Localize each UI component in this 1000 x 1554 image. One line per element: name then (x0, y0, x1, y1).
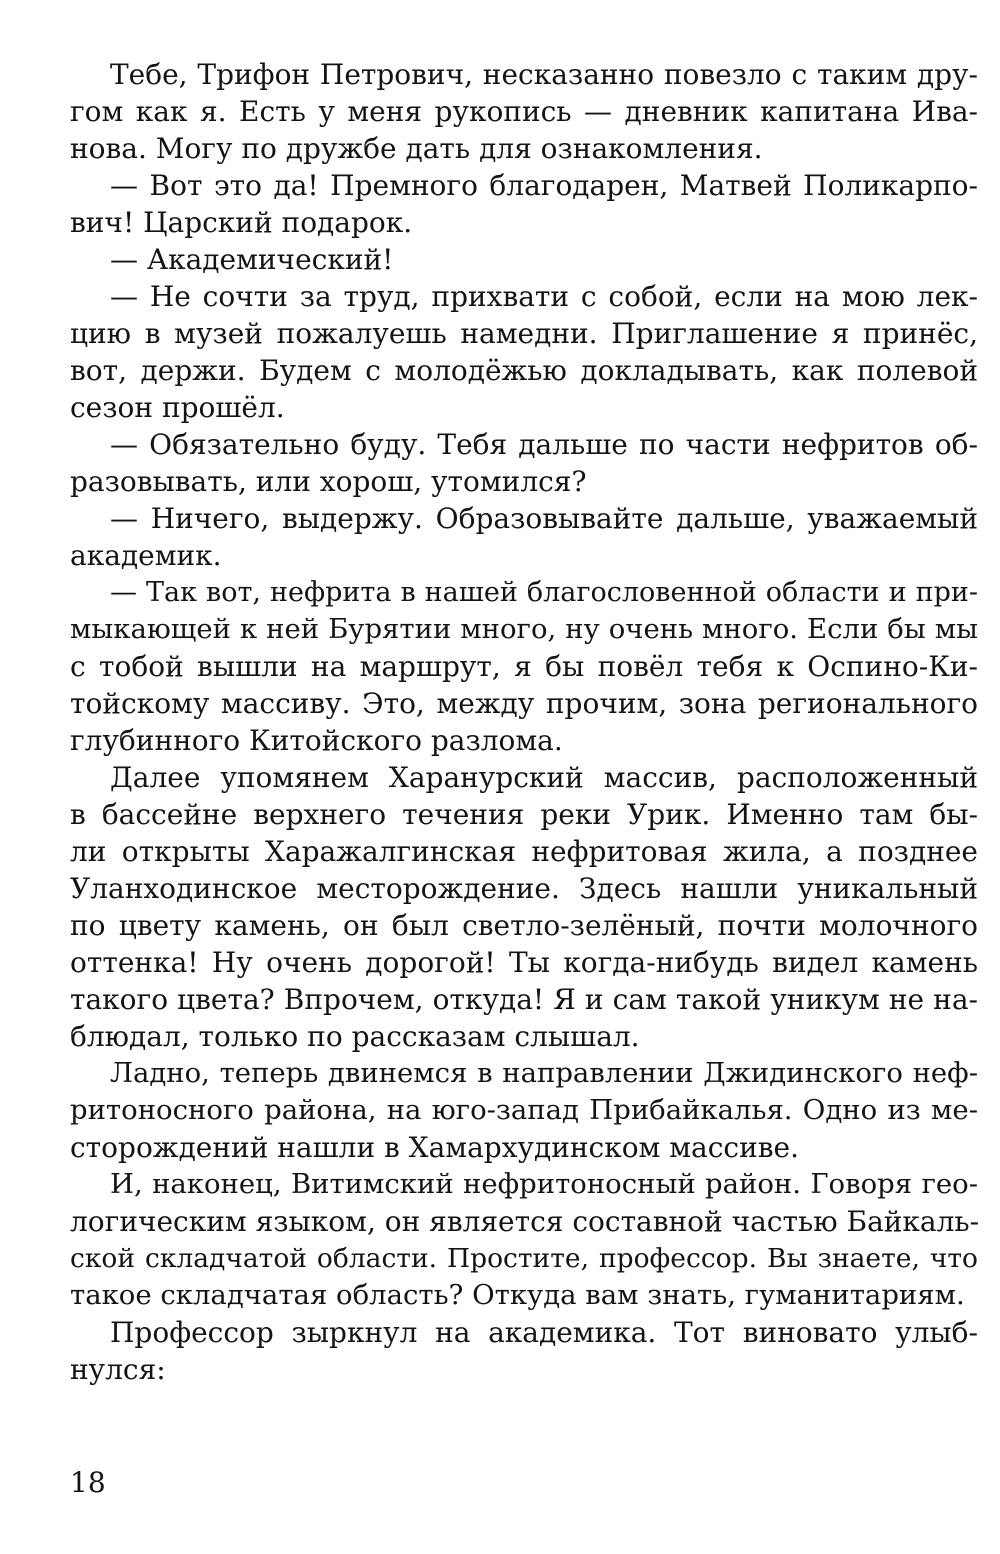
text-line: нова. Могу по дружбе дать для ознакомления. (70, 132, 763, 165)
text-line: нулся: (70, 1353, 166, 1386)
text-line: по цвету камень, он был светло-зелёный, почти молочного (70, 909, 978, 942)
text-line: ли открыты Харажалгинская нефритовая жила, а позднее (70, 835, 978, 868)
text-line: такое складчатая область? Откуда вам знать, гуманитариям. (70, 1279, 965, 1311)
text-line: разовывать, или хорош, утомился? (70, 465, 587, 498)
text-line: — Вот это да! Премного благодарен, Матвей Поликарпо- (110, 169, 978, 202)
text-line: логическим языком, он является составной частью Байкаль- (70, 1205, 980, 1238)
text-line: Далее упомянем Харанурский массив, расположенный (110, 761, 978, 794)
page-number: 18 (70, 1466, 106, 1499)
text-line: — Академический! (110, 243, 394, 276)
text-line: — Обязательно буду. Тебя дальше по части нефритов об- (110, 428, 978, 461)
text-line: академик. (70, 539, 222, 572)
body-text (70, 56, 978, 1388)
paragraph (70, 1055, 978, 1166)
text-line: вич! Царский подарок. (70, 206, 413, 239)
text-line: такого цвета? Впрочем, откуда! Я и сам такой уникум не на- (70, 983, 978, 1016)
text-line: гом как я. Есть у меня рукопись — дневник капитана Ива- (70, 95, 978, 128)
paragraph (70, 574, 978, 759)
text-line: И, наконец, Витимский нефритоносный район. Говоря гео- (110, 1168, 978, 1200)
paragraph (70, 1314, 978, 1388)
text-line: блюдал, только по рассказам слышал. (70, 1020, 640, 1053)
text-line: с тобой вышли на маршрут, я бы повёл тебя к Оспино-Ки- (70, 650, 978, 683)
text-line: вот, держи. Будем с молодёжью докладывать, как полевой (70, 354, 978, 387)
text-line: — Не сочти за труд, прихвати с собой, если на мою лек- (110, 280, 978, 313)
paragraph (70, 426, 978, 500)
paragraph (70, 500, 978, 574)
text-line: ской складчатой области. Простите, профессор. Вы знаете, что (70, 1243, 978, 1274)
text-line: тойскому массиву. Это, между прочим, зона регионального (70, 687, 978, 720)
text-line: ритоносного района, на юго-запад Прибайкалья. Одно из ме- (70, 1094, 978, 1126)
text-line: Уланходинское месторождение. Здесь нашли уникальный (70, 872, 978, 905)
text-line: Тебе, Трифон Петрович, несказанно повезло с таким дру- (110, 58, 978, 91)
paragraph (70, 167, 978, 241)
text-line: — Ничего, выдержу. Образовывайте дальше, уважаемый (110, 502, 978, 535)
paragraph (70, 1166, 978, 1314)
paragraph (70, 759, 978, 1055)
paragraph (70, 278, 978, 426)
text-line: сезон прошёл. (70, 391, 285, 424)
text-line: в бассейне верхнего течения реки Урик. Именно там бы- (70, 798, 978, 831)
text-line: глубинного Китойского разлома. (70, 724, 563, 757)
paragraph (70, 56, 978, 167)
text-line: Профессор зыркнул на академика. Тот виновато улыб- (110, 1316, 978, 1349)
text-line: мыкающей к ней Бурятии много, ну очень много. Если бы мы (70, 613, 978, 645)
text-line: цию в музей пожалуешь намедни. Приглашение я принёс, (70, 317, 978, 350)
text-line: оттенка! Ну очень дорогой! Ты когда-нибудь видел камень (70, 946, 978, 979)
paragraph (70, 241, 978, 278)
text-line: Ладно, теперь двинемся в направлении Джидинского неф- (110, 1057, 978, 1089)
text-line: сторождений нашли в Хамархудинском массиве. (70, 1131, 799, 1164)
text-line: — Так вот, нефрита в нашей благословенной области и при- (110, 577, 978, 608)
